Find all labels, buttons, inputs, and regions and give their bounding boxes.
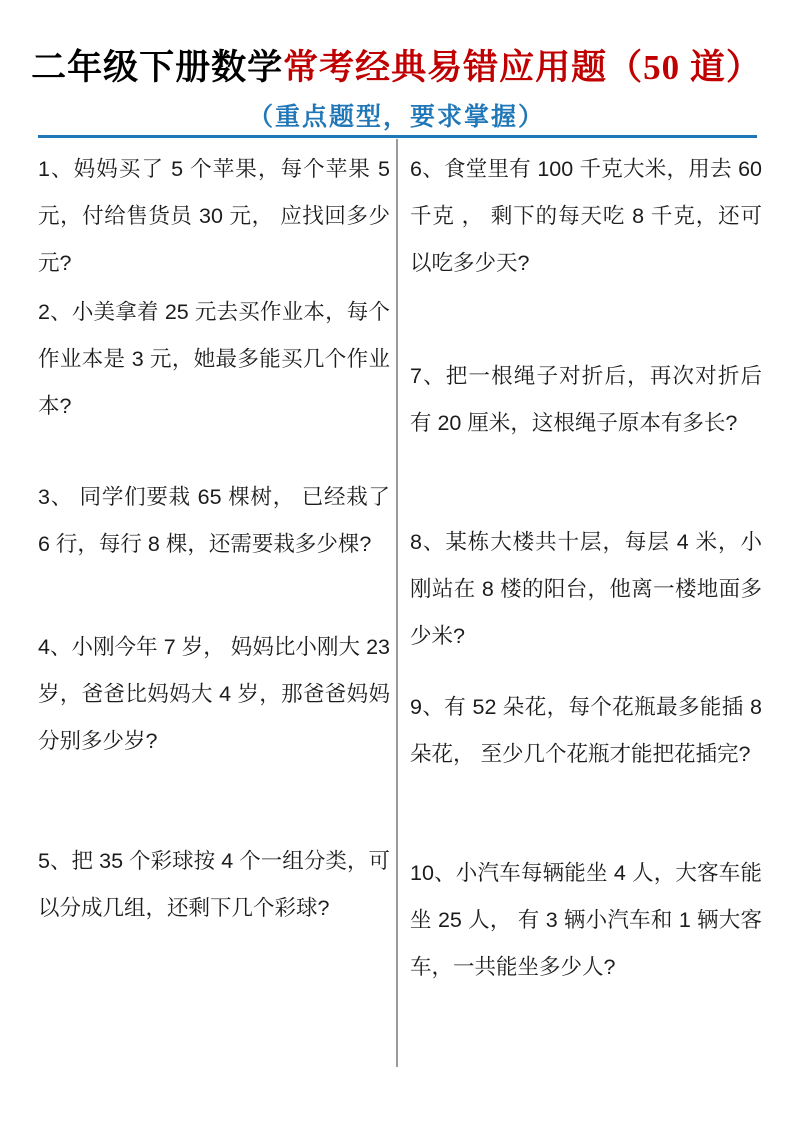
page-title-black: 二年级下册数学	[31, 48, 284, 87]
question-5: 5、把 35 个彩球按 4 个一组分类，可以分成几组，还剩下几个彩球?	[38, 849, 390, 920]
question-7: 7、把一根绳子对折后，再次对折后有 20 厘米，这根绳子原本有多长?	[410, 364, 762, 435]
question-8: 8、某栋大楼共十层，每层 4 米，小刚站在 8 楼的阳台，他离一楼地面多少米?	[410, 530, 762, 648]
column-divider	[396, 139, 398, 1067]
page-subtitle: （重点题型，要求掌握）	[247, 104, 545, 131]
question-2: 2、小美拿着 25 元去买作业本，每个作业本是 3 元，她最多能买几个作业本?	[38, 300, 390, 418]
question-9: 9、有 52 朵花，每个花瓶最多能插 8 朵花， 至少几个花瓶才能把花插完?	[410, 695, 762, 766]
horizontal-divider	[38, 135, 757, 138]
page-title	[0, 40, 793, 90]
question-4: 4、小刚今年 7 岁， 妈妈比小刚大 23 岁，爸爸比妈妈大 4 岁，那爸爸妈妈分别多少岁?	[38, 635, 390, 753]
page-title-red: 常考经典易错应用题（50 道）	[283, 48, 762, 87]
question-3: 3、 同学们要栽 65 棵树， 已经栽了 6 行，每行 8 棵，还需要栽多少棵?	[38, 485, 390, 556]
question-6: 6、食堂里有 100 千克大米，用去 60 千克 ， 剩下的每天吃 8 千克，还可以吃多少天?	[410, 157, 762, 275]
question-1: 1、妈妈买了 5 个苹果，每个苹果 5 元，付给售货员 30 元， 应找回多少元?	[38, 157, 390, 275]
question-10: 10、小汽车每辆能坐 4 人，大客车能坐 25 人， 有 3 辆小汽车和 1 辆大客车，一共能坐多少人?	[410, 861, 762, 979]
